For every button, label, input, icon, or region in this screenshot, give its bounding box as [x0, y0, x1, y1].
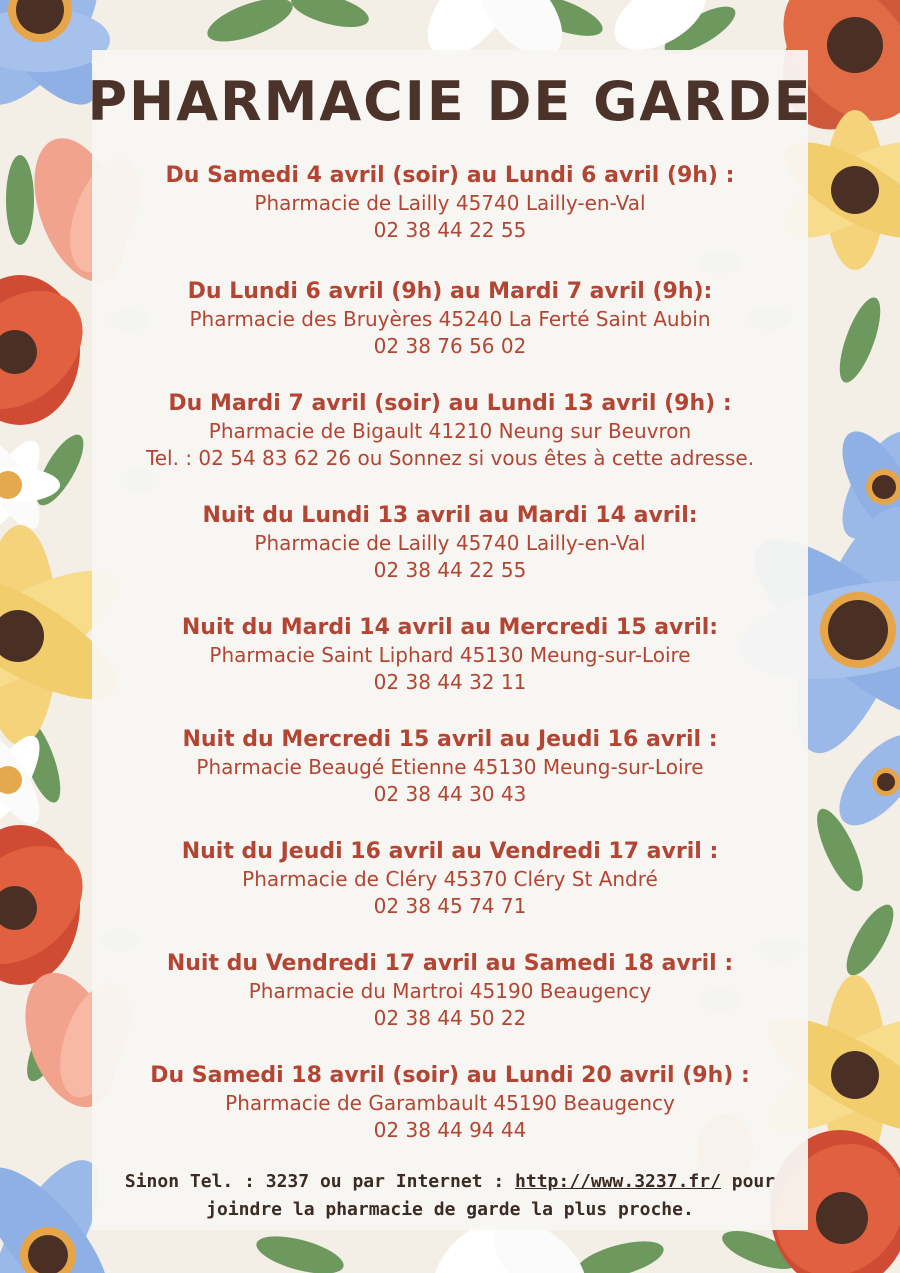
duty-entry [40, 726, 860, 808]
pharmacy-address: Pharmacie de Lailly 45740 Lailly-en-Val [254, 531, 646, 555]
pharmacy-address: Pharmacie de Lailly 45740 Lailly-en-Val [254, 191, 646, 215]
footer-text-end: pour [720, 1171, 776, 1192]
duty-entry [40, 950, 860, 1032]
footer-note [100, 1168, 800, 1224]
duty-entry [40, 390, 860, 472]
duty-period: Du Samedi 4 avril (soir) au Lundi 6 avril (9h) : [165, 163, 735, 188]
pharmacy-phone: 02 38 44 94 44 [373, 1118, 527, 1142]
pharmacy-phone: 02 38 44 22 55 [373, 558, 527, 582]
pharmacy-address: Pharmacie de Cléry 45370 Cléry St André [242, 867, 658, 891]
duty-entry [40, 278, 860, 360]
duty-entry [40, 502, 860, 584]
duty-period: Du Samedi 18 avril (soir) au Lundi 20 avril (9h) : [150, 1063, 750, 1088]
duty-entry [40, 162, 860, 244]
duty-period: Nuit du Mardi 14 avril au Mercredi 15 avril: [181, 615, 719, 640]
pharmacy-phone: 02 38 44 50 22 [373, 1006, 527, 1030]
duty-period: Nuit du Mercredi 15 avril au Jeudi 16 avril : [182, 727, 718, 752]
duty-period: Du Mardi 7 avril (soir) au Lundi 13 avril (9h) : [168, 391, 732, 416]
pharmacy-address: Pharmacie de Garambault 45190 Beaugency [225, 1091, 675, 1115]
pharmacy-phone: 02 38 45 74 71 [373, 894, 527, 918]
footer-line-1 [100, 1168, 800, 1196]
pharmacy-phone: 02 38 44 32 11 [373, 670, 527, 694]
duty-entry [40, 614, 860, 696]
duty-period: Nuit du Jeudi 16 avril au Vendredi 17 avril : [181, 839, 719, 864]
duty-period: Du Lundi 6 avril (9h) au Mardi 7 avril (9h): [187, 279, 713, 304]
pharmacy-phone: 02 38 44 30 43 [373, 782, 527, 806]
pharmacy-phone: Tel. : 02 54 83 62 26 ou Sonnez si vous êtes à cette adresse. [145, 446, 755, 470]
pharmacy-address: Pharmacie du Martroi 45190 Beaugency [248, 979, 652, 1003]
duty-entry [40, 838, 860, 920]
pharmacy-address: Pharmacie Saint Liphard 45130 Meung-sur-Loire [209, 643, 691, 667]
pharmacy-address: Pharmacie Beaugé Etienne 45130 Meung-sur-Loire [196, 755, 704, 779]
duty-entry [40, 1062, 860, 1144]
pharmacy-address: Pharmacie des Bruyères 45240 La Ferté Saint Aubin [189, 307, 711, 331]
page-title: PHARMACIE DE GARDE [87, 70, 813, 133]
duty-period: Nuit du Vendredi 17 avril au Samedi 18 avril : [166, 951, 734, 976]
footer-text: Sinon Tel. : 3237 ou par Internet : [124, 1171, 516, 1192]
pharmacy-phone: 02 38 76 56 02 [373, 334, 527, 358]
footer-line-2: joindre la pharmacie de garde la plus proche. [206, 1199, 694, 1220]
website-link[interactable]: http://www.3237.fr/ [515, 1171, 721, 1192]
pharmacy-address: Pharmacie de Bigault 41210 Neung sur Beuvron [208, 419, 692, 443]
pharmacy-phone: 02 38 44 22 55 [373, 218, 527, 242]
duty-period: Nuit du Lundi 13 avril au Mardi 14 avril: [202, 503, 698, 528]
